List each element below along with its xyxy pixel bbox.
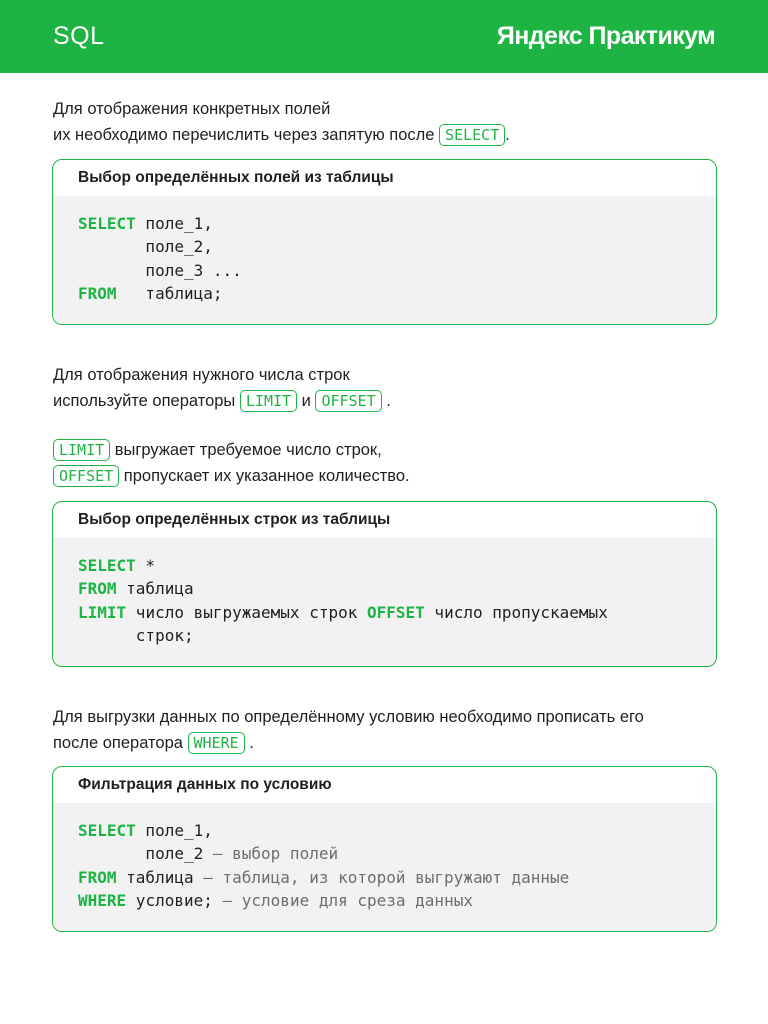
paragraph-text: . — [386, 392, 391, 410]
code-text: число выгружаемых строк — [126, 602, 367, 622]
code-box-filter — [52, 766, 717, 932]
paragraph-text: после оператора — [53, 734, 183, 752]
keyword-offset-badge: OFFSET — [53, 465, 119, 487]
paragraph-line — [53, 388, 391, 414]
code-box-select-rows — [52, 501, 717, 667]
paragraph-text: пропускает их указанное количество. — [123, 467, 410, 485]
paragraph-line: Для отображения нужного числа строк — [53, 366, 350, 384]
paragraph-line — [53, 463, 410, 489]
paragraph-line: Для отображения конкретных полей — [53, 100, 331, 118]
code-text: поле_3 ... — [78, 260, 242, 280]
code-keyword: SELECT — [78, 821, 136, 840]
keyword-offset-badge: OFFSET — [315, 390, 381, 412]
code-box-select-fields — [52, 159, 717, 325]
code-text: поле_1, — [135, 821, 213, 840]
code-text: таблица — [116, 867, 194, 887]
paragraph-line — [53, 730, 644, 756]
paragraph-text: выгружает требуемое число строк, — [114, 441, 382, 459]
paragraph-line: Для выгрузки данных по определённому условию необходимо прописать его — [53, 708, 644, 726]
code-keyword: SELECT — [78, 214, 136, 233]
intro-where-paragraph — [53, 704, 644, 756]
topic-title: SQL — [53, 22, 105, 50]
paragraph-text: . — [505, 126, 510, 144]
code-text: таблица — [116, 579, 194, 599]
intro-select-paragraph — [53, 96, 510, 148]
code-keyword: LIMIT — [78, 602, 127, 622]
paragraph-line — [53, 437, 410, 463]
keyword-limit-badge: LIMIT — [53, 439, 110, 461]
code-box-title: Фильтрация данных по условию — [78, 776, 332, 793]
page-header — [0, 0, 768, 73]
code-keyword: SELECT — [78, 556, 136, 575]
keyword-where-badge: WHERE — [188, 732, 245, 754]
paragraph-text: и — [301, 392, 311, 410]
intro-limit-paragraph — [53, 362, 391, 414]
code-keyword: OFFSET — [367, 602, 425, 622]
limit-offset-explanation — [53, 437, 410, 489]
code-text: строк; — [78, 625, 194, 645]
code-comment: — выбор полей — [203, 844, 339, 864]
paragraph-text: используйте операторы — [53, 392, 236, 410]
keyword-limit-badge: LIMIT — [240, 390, 297, 412]
code-block — [53, 196, 716, 325]
code-comment: — таблица, из которой выгружают данные — [193, 867, 570, 887]
code-block — [53, 803, 716, 932]
brand-logo: Яндекс Практикум — [496, 22, 715, 50]
code-keyword: FROM — [78, 579, 117, 599]
paragraph-text: . — [249, 734, 254, 752]
code-text: * — [135, 556, 156, 575]
code-block — [53, 538, 716, 667]
paragraph-line — [53, 122, 510, 148]
code-text: число пропускаемых — [424, 602, 608, 622]
code-text: таблица; — [116, 283, 223, 303]
code-text: поле_2 — [78, 844, 204, 864]
code-box-title: Выбор определённых полей из таблицы — [78, 169, 394, 186]
code-keyword: FROM — [78, 867, 117, 887]
code-text: поле_1, — [135, 214, 213, 233]
keyword-select-badge: SELECT — [439, 124, 505, 146]
code-keyword: WHERE — [78, 890, 127, 910]
code-comment: — условие для среза данных — [212, 890, 473, 910]
code-keyword: FROM — [78, 283, 117, 303]
code-box-title: Выбор определённых строк из таблицы — [78, 511, 391, 528]
code-text: поле_2, — [78, 237, 213, 257]
code-text: условие; — [126, 890, 213, 910]
paragraph-text: их необходимо перечислить через запятую после — [53, 126, 435, 144]
